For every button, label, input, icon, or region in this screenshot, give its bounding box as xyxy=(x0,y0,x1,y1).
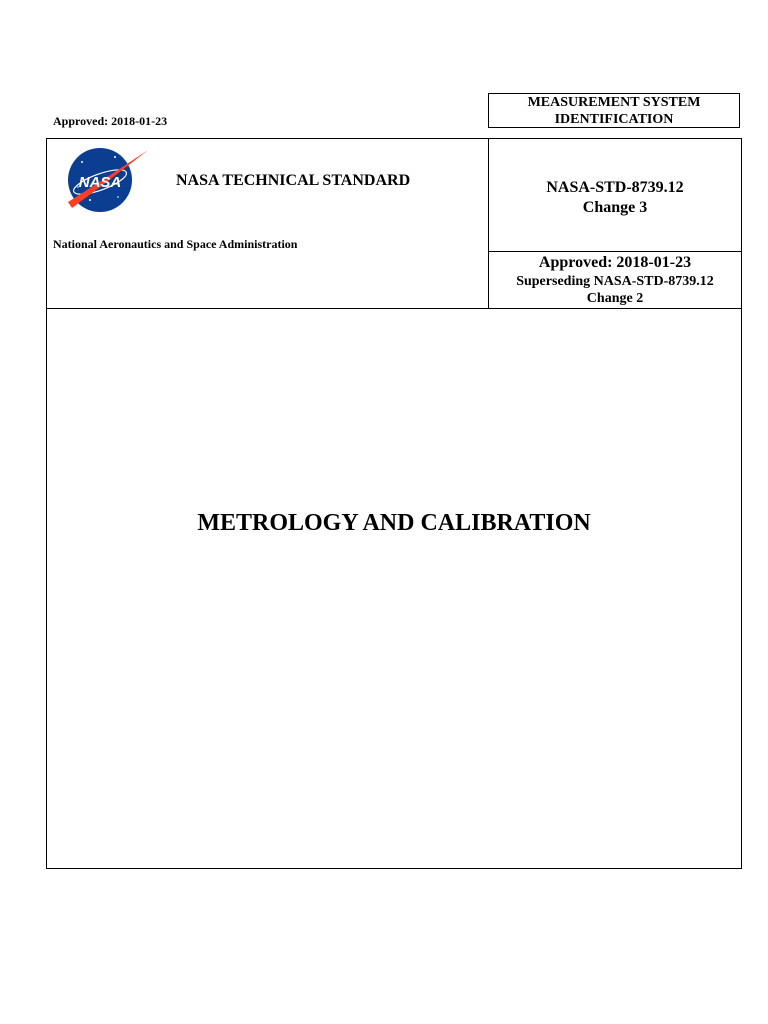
document-change: Change 3 xyxy=(582,199,648,216)
header-divider xyxy=(46,308,742,309)
msi-line-2: IDENTIFICATION xyxy=(554,112,674,127)
nasa-meatball-icon xyxy=(60,142,156,218)
document-title: METROLOGY AND CALIBRATION xyxy=(197,510,591,536)
right-cell-divider xyxy=(488,251,742,252)
superseding-line-2: Change 2 xyxy=(586,291,644,306)
document-number-block xyxy=(489,178,741,218)
agency-name: National Aeronautics and Space Administration xyxy=(53,237,298,251)
approved-date-right: Approved: 2018-01-23 xyxy=(538,254,692,271)
nasa-logo-text: NASA xyxy=(78,174,122,191)
msi-line-1: MEASUREMENT SYSTEM xyxy=(527,95,701,110)
superseding-block xyxy=(489,273,741,307)
measurement-system-identification-box xyxy=(488,93,740,128)
standard-title: NASA TECHNICAL STANDARD xyxy=(176,172,411,189)
approved-date-top: Approved: 2018-01-23 xyxy=(53,114,168,128)
document-number: NASA-STD-8739.12 xyxy=(546,179,684,196)
superseding-line-1: Superseding NASA-STD-8739.12 xyxy=(516,274,714,289)
nasa-logo xyxy=(60,142,156,218)
